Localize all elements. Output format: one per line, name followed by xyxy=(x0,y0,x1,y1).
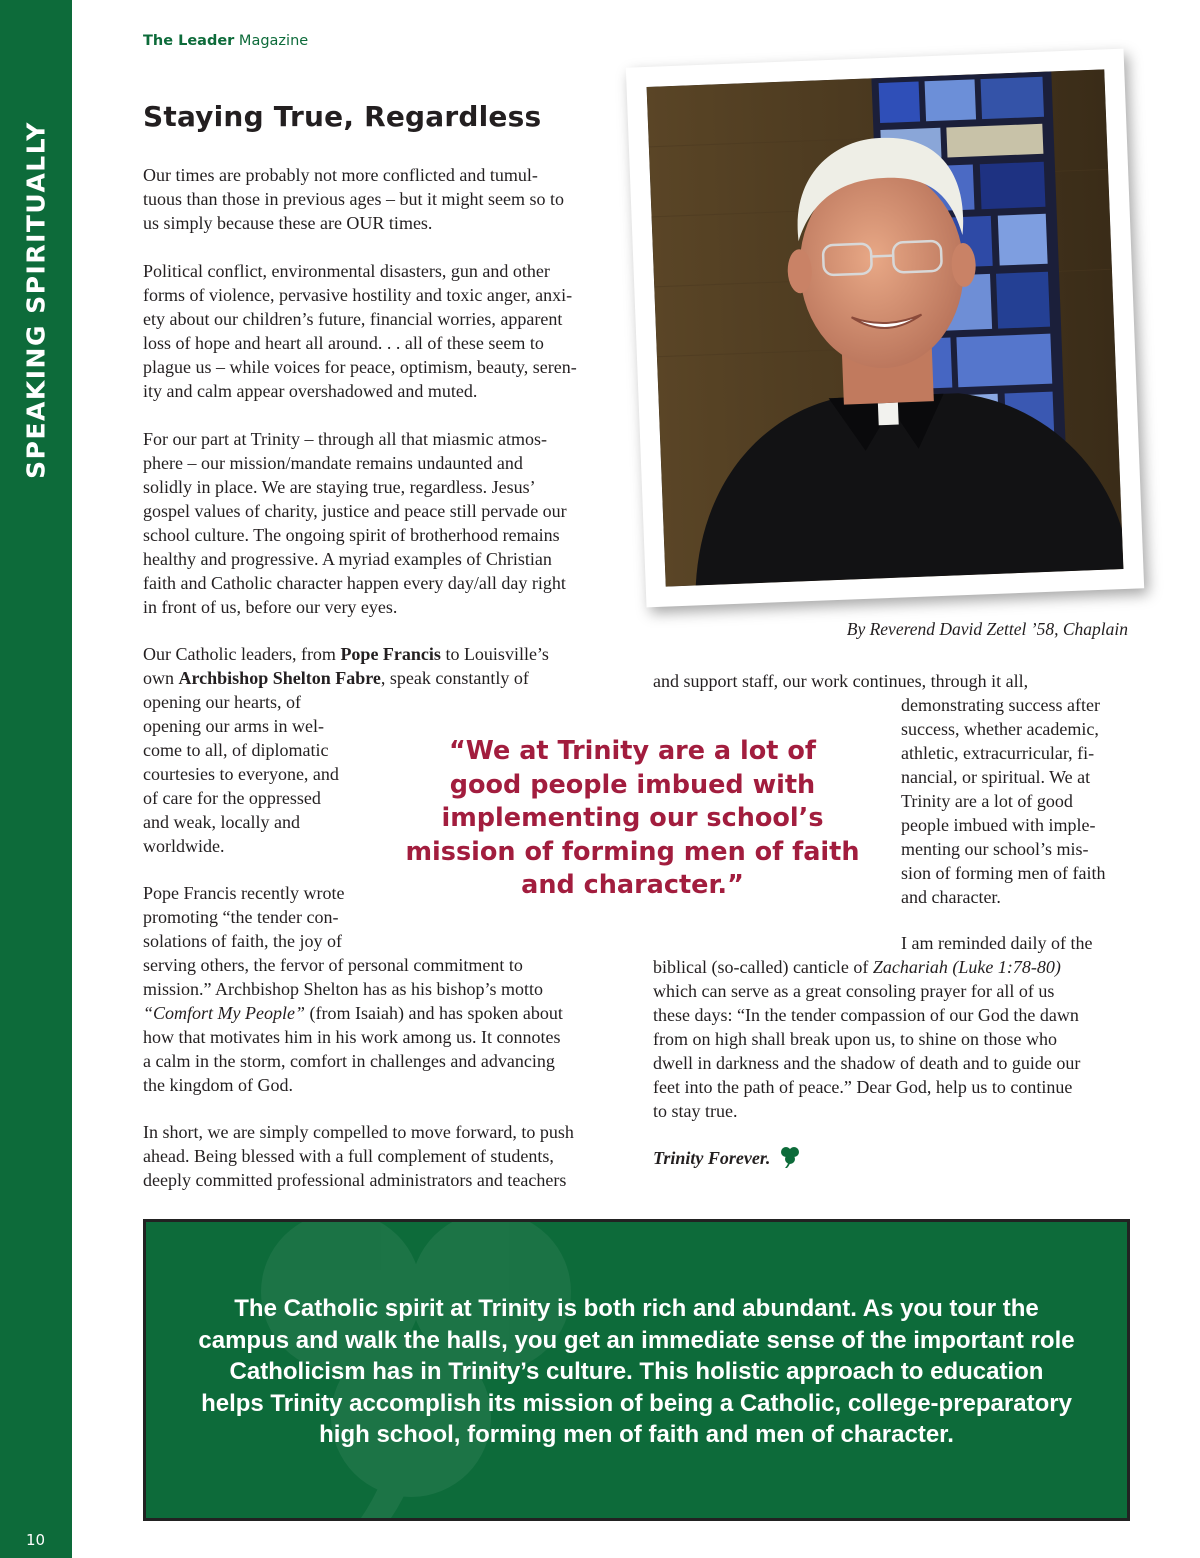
pull-quote-line: implementing our school’s xyxy=(441,803,824,833)
text-line: athletic, extracurricular, fi- xyxy=(901,743,1095,763)
pull-quote-line: and character.” xyxy=(521,870,744,900)
text-line xyxy=(143,666,623,690)
text-line: forms of violence, pervasive hostility and toxic anger, anxi- xyxy=(143,285,573,305)
text-line: opening our arms in wel- xyxy=(143,716,324,736)
text-line: success, whether academic, xyxy=(901,719,1099,739)
pull-quote-line: mission of forming men of faith xyxy=(405,836,860,867)
text-line: Political conflict, environmental disasters, gun and other xyxy=(143,261,550,281)
text-line: plague us – while voices for peace, optimism, beauty, seren- xyxy=(143,357,577,377)
text-line: For our part at Trinity – through all that miasmic atmos- xyxy=(143,429,547,449)
text-line: how that motivates him in his work among us. It connotes xyxy=(143,1027,561,1047)
text-line: in front of us, before our very eyes. xyxy=(143,597,398,617)
text-line: Pope Francis recently wrote xyxy=(143,883,345,903)
shamrock-icon xyxy=(779,1145,801,1169)
text-line: dwell in darkness and the shadow of death and to guide our xyxy=(653,1053,1081,1073)
text-line xyxy=(653,955,1133,979)
paragraph-6 xyxy=(143,1120,623,1192)
text-line: ety about our children’s future, financial worries, apparent xyxy=(143,309,563,329)
text-line: loss of hope and heart all around. . . all of these seem to xyxy=(143,333,544,353)
text-line: Our times are probably not more conflicted and tumul- xyxy=(143,165,538,185)
text-line: faith and Catholic character happen every day/all day right xyxy=(143,573,566,593)
text-line: ity and calm appear overshadowed and muted. xyxy=(143,381,478,401)
text-line: In short, we are simply compelled to move forward, to push xyxy=(143,1122,574,1142)
text-line: these days: “In the tender compassion of our God the dawn xyxy=(653,1005,1079,1025)
paragraph-2 xyxy=(143,259,623,403)
callout-line: high school, forming men of faith and men of character. xyxy=(319,1421,954,1448)
text-line: deeply committed professional administrators and teachers xyxy=(143,1170,567,1190)
text-line xyxy=(143,642,623,666)
signoff xyxy=(653,1145,801,1169)
text-line: healthy and progressive. A myriad examples of Christian xyxy=(143,549,552,569)
signoff-text: Trinity Forever. xyxy=(653,1148,771,1168)
pull-quote-line: “We at Trinity are a lot of xyxy=(449,736,816,766)
text-run: biblical (so-called) canticle of xyxy=(653,957,873,977)
text-line: and weak, locally and xyxy=(143,812,300,832)
text-line: nancial, or spiritual. We at xyxy=(901,767,1091,787)
masthead-suffix: Magazine xyxy=(234,33,309,49)
text-line: which can serve as a great consoling prayer for all of us xyxy=(653,981,1055,1001)
article-title: Staying True, Regardless xyxy=(143,100,542,133)
pull-quote xyxy=(405,735,860,903)
text-line: courtesies to everyone, and xyxy=(143,764,339,784)
text-line: Trinity are a lot of good xyxy=(901,791,1073,811)
right-paragraph-1-lead: and support staff, our work continues, through it all, xyxy=(653,671,1029,691)
chaplain-photo-frame xyxy=(626,49,1144,608)
text-line: of care for the oppressed xyxy=(143,788,321,808)
paragraph-5 xyxy=(143,881,623,1097)
right-paragraph-1-narrow xyxy=(901,693,1131,909)
right-paragraph-2 xyxy=(653,955,1133,1123)
chaplain-photo xyxy=(647,69,1124,586)
text-line: the kingdom of God. xyxy=(143,1075,293,1095)
text-line: feet into the path of peace.” Dear God, help us to continue xyxy=(653,1077,1073,1097)
right-paragraph-2-lead: I am reminded daily of the xyxy=(901,933,1093,953)
section-label: SPEAKING SPIRITUALLY xyxy=(21,121,51,479)
text-line xyxy=(143,1001,623,1025)
text-line: and character. xyxy=(901,887,1001,907)
text-line: menting our school’s mis- xyxy=(901,839,1089,859)
text-line: tuous than those in previous ages – but it might seem so to xyxy=(143,189,564,209)
section-sidebar xyxy=(0,0,72,1558)
paragraph-1 xyxy=(143,163,623,235)
text-line: worldwide. xyxy=(143,836,225,856)
text-line: ahead. Being blessed with a full complement of students, xyxy=(143,1146,554,1166)
text-run: (from Isaiah) and has spoken about xyxy=(305,1003,563,1023)
pull-quote-line: good people imbued with xyxy=(449,769,816,800)
callout-line: campus and walk the halls, you get an immediate sense of the important role xyxy=(198,1326,1075,1354)
callout-line: Catholicism has in Trinity’s culture. This holistic approach to education xyxy=(229,1358,1044,1385)
text-line: phere – our mission/mandate remains undaunted and xyxy=(143,453,523,473)
callout-banner xyxy=(143,1219,1130,1521)
scripture-reference: Zachariah (Luke 1:78-80) xyxy=(872,957,1061,977)
chaplain-portrait-illustration xyxy=(647,69,1124,586)
paragraph-3 xyxy=(143,427,623,619)
text-line: opening our hearts, of xyxy=(143,692,301,712)
text-line: to stay true. xyxy=(653,1101,738,1121)
text-line: demonstrating success after xyxy=(901,695,1100,715)
callout-line: The Catholic spirit at Trinity is both rich and abundant. As you tour the xyxy=(234,1295,1039,1322)
page-number: 10 xyxy=(26,1531,46,1549)
text-line: solidly in place. We are staying true, regardless. Jesus’ xyxy=(143,477,536,497)
masthead-name: The Leader xyxy=(143,33,235,49)
text-line: school culture. The ongoing spirit of brotherhood remains xyxy=(143,525,560,545)
text-line: promoting “the tender con- xyxy=(143,907,339,927)
text-run: to Louisville’s xyxy=(440,644,549,664)
text-line: a calm in the storm, comfort in challenges and advancing xyxy=(143,1051,555,1071)
text-run: Our Catholic leaders, from xyxy=(143,644,341,664)
text-line: serving others, the fervor of personal commitment to xyxy=(143,955,523,975)
bishop-motto: “Comfort My People” xyxy=(143,1003,305,1023)
name-archbishop: Archbishop Shelton Fabre xyxy=(178,668,381,688)
text-line: mission.” Archbishop Shelton has as his bishop’s motto xyxy=(143,979,544,999)
name-pope-francis: Pope Francis xyxy=(340,644,441,664)
text-line: solations of faith, the joy of xyxy=(143,931,342,951)
text-run: , speak constantly of xyxy=(380,668,529,688)
text-line: us simply because these are OUR times. xyxy=(143,213,433,233)
callout-text xyxy=(176,1293,1097,1451)
text-line: people imbued with imple- xyxy=(901,815,1096,835)
text-line: gospel values of charity, justice and peace still pervade our xyxy=(143,501,567,521)
byline-caption: By Reverend David Zettel ’58, Chaplain xyxy=(846,619,1128,639)
text-line: from on high shall break upon us, to shine on those who xyxy=(653,1029,1057,1049)
magazine-masthead xyxy=(143,33,308,49)
text-run: own xyxy=(143,668,179,688)
callout-line: helps Trinity accomplish its mission of being a Catholic, college-preparatory xyxy=(201,1389,1072,1417)
text-line: come to all, of diplomatic xyxy=(143,740,329,760)
text-line: sion of forming men of faith xyxy=(901,863,1106,883)
